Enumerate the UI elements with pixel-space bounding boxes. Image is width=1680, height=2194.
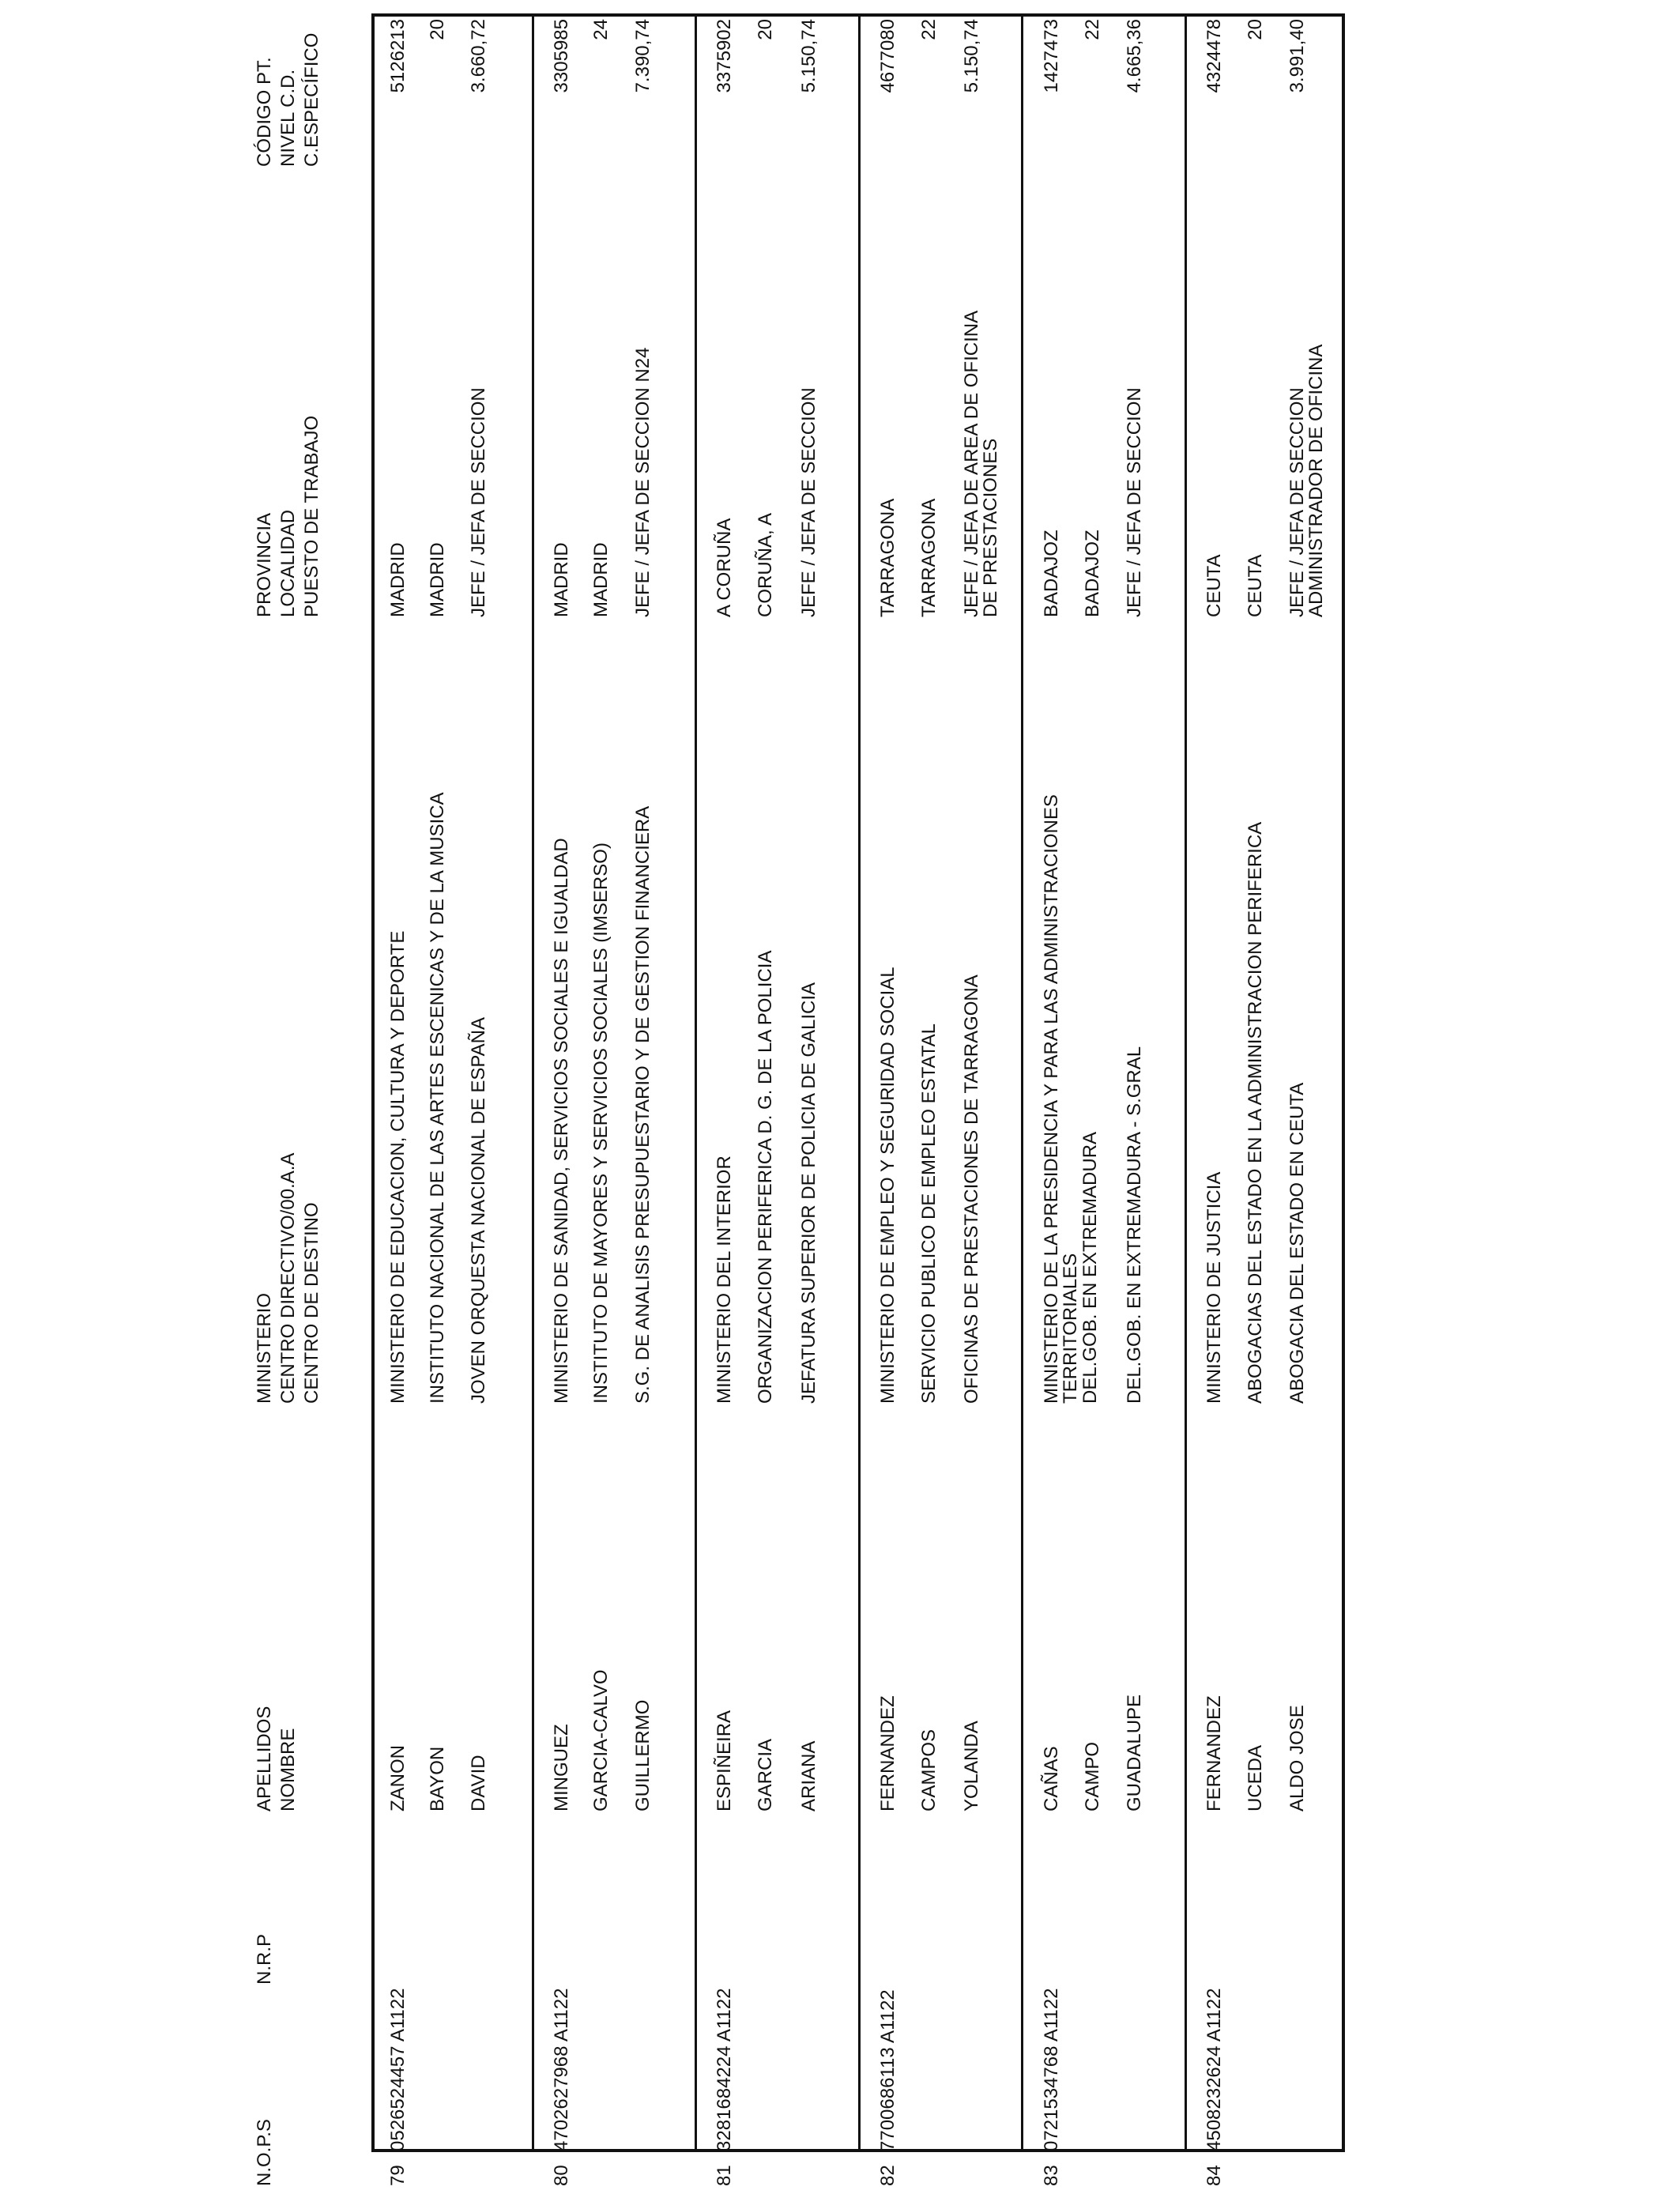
header-centro-destino-label: CENTRO DE DESTINO bbox=[301, 1202, 322, 1404]
row-separator bbox=[858, 13, 861, 2152]
row-especifico: 4.665,36 bbox=[1124, 19, 1145, 93]
row-puesto: JEFE / JEFA DE SECCION N24 bbox=[632, 347, 654, 617]
header-nombre bbox=[253, 1706, 300, 1811]
row-nops: 81 bbox=[714, 2165, 735, 2186]
row-apellido1: FERNANDEZ bbox=[877, 1695, 898, 1811]
row-nivel: 24 bbox=[590, 19, 612, 40]
row-puesto: JEFE / JEFA DE AREA DE OFICINA bbox=[961, 310, 982, 617]
row-nivel: 20 bbox=[755, 19, 776, 40]
row-apellido1: ZANON bbox=[387, 1745, 409, 1811]
row-nombre: GUILLERMO bbox=[632, 1699, 654, 1811]
row-codigo: 4677080 bbox=[877, 19, 898, 93]
row-nombre: GUADALUPE bbox=[1124, 1694, 1145, 1811]
row-puesto-line2: ADMINISTRADOR DE OFICINA bbox=[1305, 344, 1327, 617]
row-separator bbox=[532, 13, 534, 2152]
row-nombre: ARIANA bbox=[798, 1740, 819, 1811]
row-apellido2: BAYON bbox=[427, 1746, 448, 1811]
row-nops: 80 bbox=[551, 2165, 572, 2186]
row-puesto: JEFE / JEFA DE SECCION bbox=[798, 387, 819, 617]
header-apellidos-label: APELLIDOS bbox=[254, 1706, 275, 1811]
row-apellido1: MINGUEZ bbox=[551, 1724, 572, 1811]
row-ministerio-line2: TERRITORIALES bbox=[1060, 1253, 1081, 1404]
row-codigo: 4324478 bbox=[1203, 19, 1225, 93]
header-nrp bbox=[253, 1934, 277, 1985]
row-nivel: 22 bbox=[1082, 19, 1103, 40]
row-apellido2: CAMPOS bbox=[918, 1728, 940, 1811]
row-nivel: 20 bbox=[1245, 19, 1266, 40]
row-centro-destino: JOVEN ORQUESTA NACIONAL DE ESPAÑA bbox=[468, 1017, 489, 1404]
row-nrp: 4508232624 A1122 bbox=[1203, 1988, 1225, 2151]
row-especifico: 3.660,72 bbox=[468, 19, 489, 93]
header-ubicacion bbox=[253, 416, 324, 617]
row-centro-directivo: SERVICIO PUBLICO DE EMPLEO ESTATAL bbox=[918, 1023, 940, 1404]
header-nivel-label: NIVEL C.D. bbox=[277, 69, 299, 167]
row-centro-directivo: ABOGACIAS DEL ESTADO EN LA ADMINISTRACION PERIFERICA bbox=[1245, 821, 1266, 1404]
row-localidad: MADRID bbox=[590, 542, 612, 617]
row-apellido2: GARCIA-CALVO bbox=[590, 1669, 612, 1811]
header-nombre-label: NOMBRE bbox=[277, 1728, 299, 1811]
row-ministerio: MINISTERIO DE LA PRESIDENCIA Y PARA LAS ADMINISTRACIONES bbox=[1041, 794, 1062, 1404]
row-localidad: MADRID bbox=[427, 542, 448, 617]
row-localidad: CORUÑA, A bbox=[755, 512, 776, 617]
row-nrp: 4702627968 A1122 bbox=[551, 1988, 572, 2151]
row-puesto: JEFE / JEFA DE SECCION bbox=[1124, 387, 1145, 617]
row-puesto: JEFE / JEFA DE SECCION bbox=[1286, 387, 1308, 617]
header-provincia-label: PROVINCIA bbox=[254, 512, 275, 617]
row-nombre: YOLANDA bbox=[961, 1721, 982, 1811]
row-centro-destino: JEFATURA SUPERIOR DE POLICIA DE GALICIA bbox=[798, 982, 819, 1404]
row-provincia: BADAJOZ bbox=[1041, 530, 1062, 617]
row-nops: 84 bbox=[1203, 2165, 1225, 2186]
header-nops bbox=[253, 2119, 277, 2186]
row-apellido2: CAMPO bbox=[1082, 1741, 1103, 1811]
row-provincia: A CORUÑA bbox=[714, 518, 735, 617]
row-nrp: 3281684224 A1122 bbox=[714, 1988, 735, 2151]
header-localidad-label: LOCALIDAD bbox=[277, 509, 299, 617]
row-centro-destino: DEL.GOB. EN EXTREMADURA - S.GRAL bbox=[1124, 1046, 1145, 1404]
row-codigo: 3305985 bbox=[551, 19, 572, 93]
header-centro-directivo-label: CENTRO DIRECTIVO/00.A.A bbox=[277, 1152, 299, 1404]
row-localidad: BADAJOZ bbox=[1082, 530, 1103, 617]
row-centro-directivo: DEL.GOB. EN EXTREMADURA bbox=[1079, 1131, 1101, 1404]
row-especifico: 3.991,40 bbox=[1286, 19, 1308, 93]
row-apellido2: GARCIA bbox=[755, 1738, 776, 1811]
row-apellido1: ESPIÑEIRA bbox=[714, 1710, 735, 1811]
row-nombre: DAVID bbox=[468, 1755, 489, 1811]
header-codigo-label: CÓDIGO PT. bbox=[254, 57, 275, 167]
header-especifico-label: C.ESPECÍFICO bbox=[301, 32, 322, 167]
row-ministerio: MINISTERIO DE EMPLEO Y SEGURIDAD SOCIAL bbox=[877, 967, 898, 1404]
row-codigo: 1427473 bbox=[1041, 19, 1062, 93]
header-nops-label: N.O.P.S bbox=[254, 2119, 275, 2186]
row-provincia: TARRAGONA bbox=[877, 498, 898, 617]
row-provincia: MADRID bbox=[387, 542, 409, 617]
row-localidad: TARRAGONA bbox=[918, 498, 940, 617]
row-separator bbox=[695, 13, 697, 2152]
row-centro-directivo: ORGANIZACION PERIFERICA D. G. DE LA POLICIA bbox=[755, 950, 776, 1404]
row-codigo: 5126213 bbox=[387, 19, 409, 93]
row-codigo: 3375902 bbox=[714, 19, 735, 93]
row-puesto-line2: DE PRESTACIONES bbox=[980, 438, 1001, 617]
row-nrp: 0526524457 A1122 bbox=[387, 1988, 409, 2151]
header-nrp-label: N.R.P bbox=[254, 1933, 275, 1985]
row-centro-destino: OFICINAS DE PRESTACIONES DE TARRAGONA bbox=[961, 974, 982, 1404]
row-ministerio: MINISTERIO DE JUSTICIA bbox=[1203, 1171, 1225, 1404]
row-nops: 82 bbox=[877, 2165, 898, 2186]
row-especifico: 5.150,74 bbox=[798, 19, 819, 93]
row-separator bbox=[1021, 13, 1023, 2152]
row-ministerio: MINISTERIO DE SANIDAD, SERVICIOS SOCIALES E IGUALDAD bbox=[551, 838, 572, 1404]
row-separator bbox=[1185, 13, 1187, 2152]
row-centro-directivo: INSTITUTO DE MAYORES Y SERVICIOS SOCIALES (IMSERSO) bbox=[590, 843, 612, 1404]
row-localidad: CEUTA bbox=[1245, 554, 1266, 617]
header-codigos bbox=[253, 33, 324, 167]
row-centro-destino: S.G. DE ANALISIS PRESUPUESTARIO Y DE GESTION FINANCIERA bbox=[632, 805, 654, 1404]
row-nombre: ALDO JOSE bbox=[1286, 1705, 1308, 1811]
row-especifico: 5.150,74 bbox=[961, 19, 982, 93]
header-ministerio-label: MINISTERIO bbox=[254, 1292, 275, 1404]
row-nivel: 20 bbox=[427, 19, 448, 40]
row-apellido2: UCEDA bbox=[1245, 1744, 1266, 1811]
row-nrp: 7700686113 A1122 bbox=[877, 1989, 898, 2151]
row-apellido1: FERNANDEZ bbox=[1203, 1695, 1225, 1811]
row-centro-directivo: INSTITUTO NACIONAL DE LAS ARTES ESCENICAS Y DE LA MUSICA bbox=[427, 792, 448, 1404]
row-nops: 83 bbox=[1041, 2165, 1062, 2186]
row-nops: 79 bbox=[387, 2165, 409, 2186]
row-nrp: 0721534768 A1122 bbox=[1041, 1988, 1062, 2151]
row-apellido1: CAÑAS bbox=[1041, 1746, 1062, 1811]
header-centro bbox=[253, 1153, 324, 1404]
row-puesto: JEFE / JEFA DE SECCION bbox=[468, 387, 489, 617]
row-provincia: CEUTA bbox=[1203, 554, 1225, 617]
row-ministerio: MINISTERIO DEL INTERIOR bbox=[714, 1155, 735, 1404]
row-ministerio: MINISTERIO DE EDUCACION, CULTURA Y DEPORTE bbox=[387, 930, 409, 1404]
row-especifico: 7.390,74 bbox=[632, 19, 654, 93]
row-provincia: MADRID bbox=[551, 542, 572, 617]
row-nivel: 22 bbox=[918, 19, 940, 40]
row-centro-destino: ABOGACIA DEL ESTADO EN CEUTA bbox=[1286, 1082, 1308, 1404]
header-puesto-label: PUESTO DE TRABAJO bbox=[301, 415, 322, 617]
